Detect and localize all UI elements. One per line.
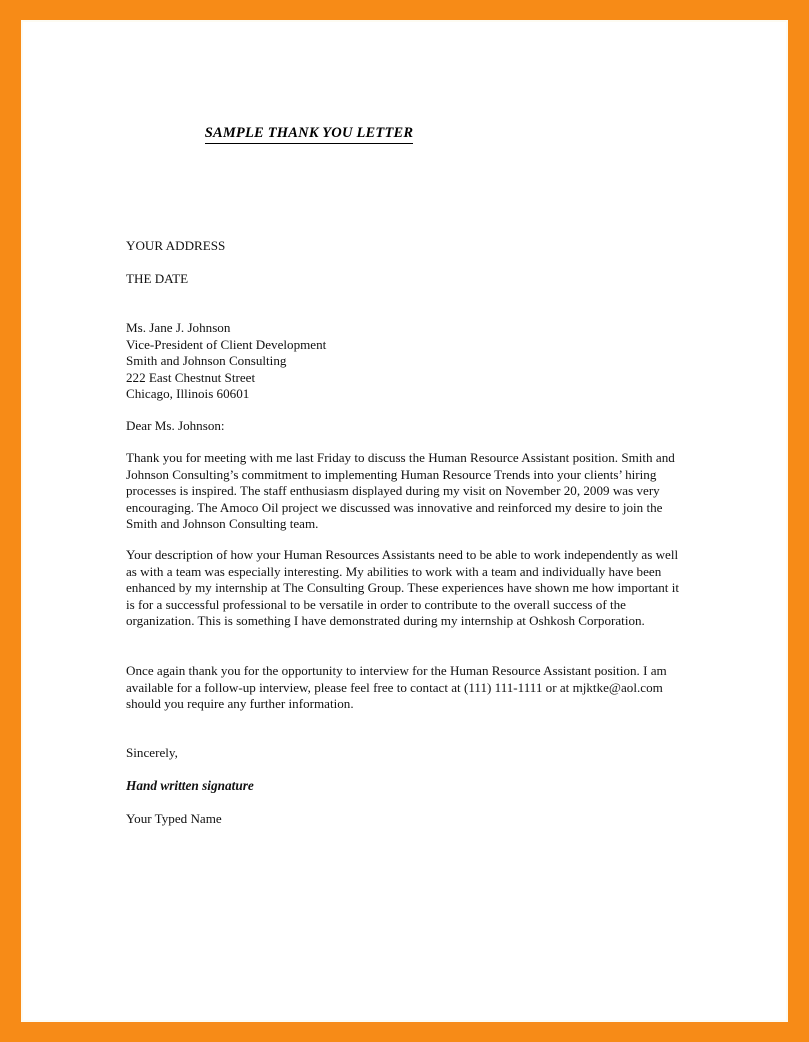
sender-address-placeholder: YOUR ADDRESS: [126, 238, 226, 253]
page-title-text: SAMPLE THANK YOU LETTER: [205, 125, 414, 144]
recipient-job-title: Vice-President of Client Development: [126, 336, 327, 352]
date-placeholder: THE DATE: [126, 271, 189, 286]
recipient-address-block: [126, 320, 696, 403]
page-title: [195, 125, 423, 144]
recipient-company: Smith and Johnson Consulting: [126, 353, 287, 369]
typed-name-placeholder: Your Typed Name: [126, 811, 222, 826]
closing: Sincerely,: [126, 745, 178, 760]
recipient-street: 222 East Chestnut Street: [126, 369, 256, 385]
salutation: Dear Ms. Johnson:: [126, 418, 225, 433]
body-paragraph-1: Thank you for meeting with me last Friday to discuss the Human Resource Assistant position. Smith and Johnson Consulting’s commitment to implementing Human Resource Trends into your clients’ hiring processes is inspired. The staff enthusiasm displayed during my visit on November 20, 2009 was very encouraging. The Amoco Oil project we discussed was innovative and reinforced my desire to join the Smith and Johnson Consulting team.: [126, 450, 675, 532]
recipient-name: Ms. Jane J. Johnson: [126, 320, 231, 335]
recipient-city-state-zip: Chicago, Illinois 60601: [126, 386, 250, 402]
signature-placeholder: Hand written signature: [126, 778, 254, 793]
body-paragraph-3: Once again thank you for the opportunity to interview for the Human Resource Assistant position. I am available for a follow-up interview, please feel free to contact at (111) 111-1111 or at mjktke@aol.com should you require any further information.: [126, 663, 667, 712]
body-paragraph-2: Your description of how your Human Resources Assistants need to be able to work independently as well as with a team was especially interesting. My abilities to work with a team and individually have been enhanced by my internship at The Consulting Group. These experiences have shown me how important it is for a successful professional to be versatile in order to contribute to the overall success of the organization. This is something I have demonstrated during my internship at Oshkosh Corporation.: [126, 547, 679, 629]
letter-sheet: [21, 20, 788, 1022]
